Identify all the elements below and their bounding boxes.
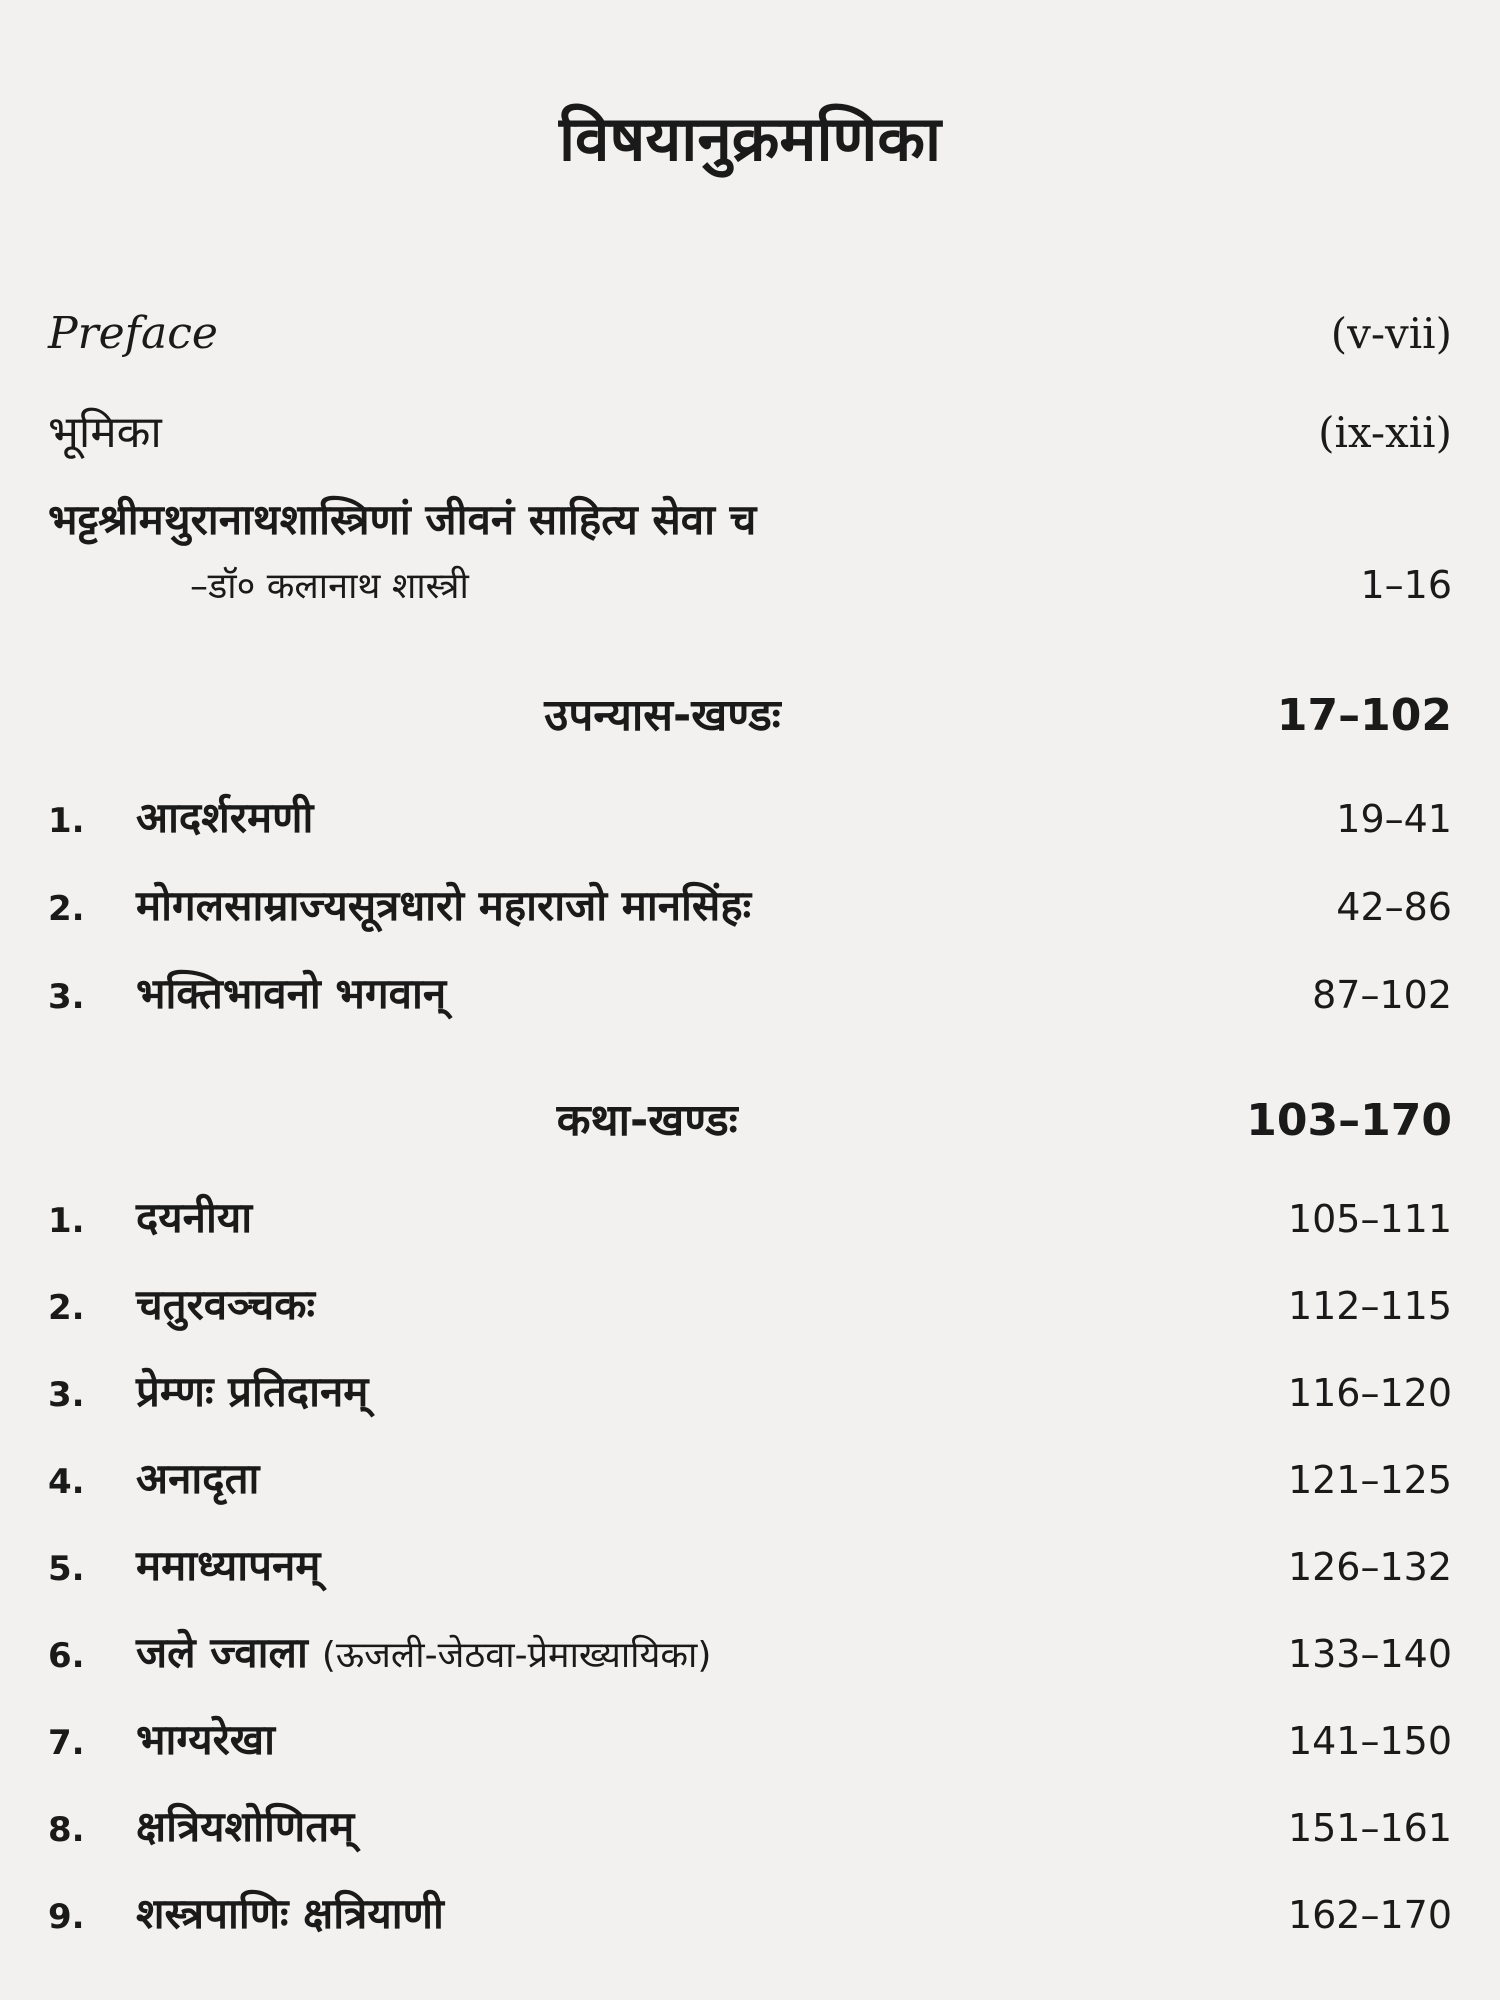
entry-number: 2.: [48, 889, 85, 929]
entry-subtitle: (ऊजली-जेठवा-प्रेमाख्यायिका): [321, 1635, 712, 1676]
entry-number: 2.: [48, 1288, 85, 1328]
toc-entry: [48, 1362, 1452, 1419]
entry-pages: 151–161: [1287, 1806, 1452, 1850]
toc-entry: [48, 1710, 1452, 1767]
toc-entry: [48, 1623, 1452, 1680]
entry-number: 1.: [48, 1201, 85, 1241]
entry-title: जले ज्वाला: [136, 1628, 308, 1677]
entry-pages: 133–140: [1287, 1632, 1452, 1676]
section-title: कथा-खण्डः: [556, 1095, 738, 1146]
entry-title: शस्त्रपाणिः क्षत्रियाणी: [136, 1889, 444, 1938]
entry-title: भक्तिभावनो भगवान्: [136, 969, 447, 1018]
entry-author: –डॉ० कलानाथ शास्त्री: [190, 566, 469, 607]
entry-pages: 121–125: [1287, 1458, 1452, 1502]
entry-title: दयनीया: [136, 1193, 253, 1242]
entry-pages: 112–115: [1287, 1284, 1452, 1328]
toc-entry-intro-author: [48, 560, 1452, 609]
toc-entry: [48, 1797, 1452, 1854]
entry-title: Preface: [48, 308, 218, 359]
entry-number: 8.: [48, 1810, 85, 1850]
entry-title: मोगलसाम्राज्यसूत्रधारो महाराजो मानसिंहः: [136, 881, 752, 930]
entry-title: ममाध्यापनम्: [136, 1541, 321, 1590]
entry-title: क्षत्रियशोणितम्: [136, 1802, 355, 1851]
entry-pages: 162–170: [1287, 1893, 1452, 1937]
entry-pages: 141–150: [1287, 1719, 1452, 1763]
entry-number: 3.: [48, 1375, 85, 1415]
entry-number: 3.: [48, 977, 85, 1017]
toc-entry: [48, 1188, 1452, 1245]
section-pages: 17–102: [1276, 690, 1452, 741]
entry-pages: 1–16: [1360, 563, 1452, 607]
entry-pages: 19–41: [1336, 797, 1452, 841]
entry-title: भट्टश्रीमथुरानाथशास्त्रिणां जीवनं साहित्य सेवा च: [48, 495, 757, 544]
toc-entry: [48, 964, 1452, 1021]
entry-title: भूमिका: [48, 407, 162, 458]
entry-number: 7.: [48, 1723, 85, 1763]
entry-number: 5.: [48, 1549, 85, 1589]
section-heading-katha: [48, 1088, 1452, 1148]
entry-number: 4.: [48, 1462, 85, 1502]
entry-title: भाग्यरेखा: [136, 1715, 275, 1764]
entry-pages: (ix-xii): [1318, 408, 1452, 457]
entry-title: प्रेम्णः प्रतिदानम्: [136, 1367, 369, 1416]
entry-pages: (v-vii): [1330, 309, 1452, 358]
toc-entry: [48, 1275, 1452, 1332]
entry-number: 1.: [48, 801, 85, 841]
entry-title: आदर्शरमणी: [136, 793, 314, 842]
section-pages: 103–170: [1246, 1095, 1452, 1146]
section-heading-upanyas: [48, 683, 1452, 743]
entry-pages: 42–86: [1336, 885, 1452, 929]
entry-number: 9.: [48, 1897, 85, 1937]
entry-pages: 116–120: [1287, 1371, 1452, 1415]
toc-entry-intro-essay: [48, 490, 1452, 547]
entry-pages: 126–132: [1287, 1545, 1452, 1589]
toc-entry: [48, 1536, 1452, 1593]
entry-number: 6.: [48, 1636, 85, 1676]
toc-entry-preface: [48, 308, 1452, 359]
toc-entry-bhumika: [48, 400, 1452, 460]
entry-title: अनादृता: [136, 1454, 260, 1503]
toc-entry: [48, 788, 1452, 845]
section-title: उपन्यास-खण्डः: [544, 690, 781, 741]
toc-entry: [48, 1884, 1452, 1941]
entry-title: चतुरवञ्चकः: [136, 1280, 316, 1329]
entry-pages: 105–111: [1287, 1197, 1452, 1241]
toc-entry: [48, 876, 1452, 933]
entry-pages: 87–102: [1312, 973, 1452, 1017]
toc-entry: [48, 1449, 1452, 1506]
page-title: विषयानुक्रमणिका: [558, 102, 942, 175]
